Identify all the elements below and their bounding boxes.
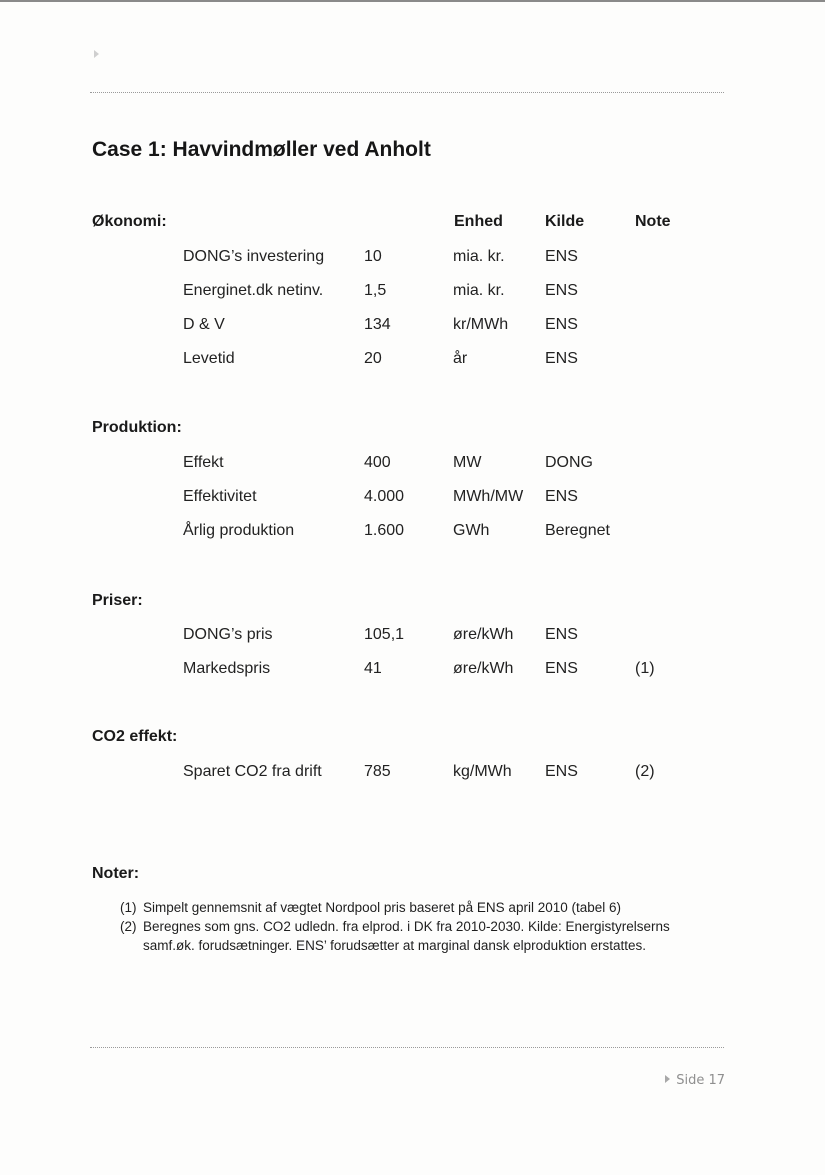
row-value: 1.600	[364, 522, 405, 539]
row-value: 41	[364, 660, 382, 677]
table-row	[0, 660, 825, 682]
row-label: Effekt	[183, 454, 224, 471]
header-divider	[90, 92, 724, 93]
page-title: Case 1: Havvindmøller ved Anholt	[92, 138, 431, 161]
row-value: 400	[364, 454, 391, 471]
row-source: ENS	[545, 248, 578, 265]
note-item	[120, 898, 720, 917]
row-source: ENS	[545, 660, 578, 677]
row-label: DONG’s investering	[183, 248, 325, 265]
row-unit: GWh	[453, 522, 490, 539]
table-row	[0, 522, 825, 544]
table-row	[0, 316, 825, 338]
table-row	[0, 248, 825, 270]
row-source: ENS	[545, 316, 578, 333]
page-number-label: Side 17	[676, 1073, 725, 1088]
row-value: 4.000	[364, 488, 405, 505]
row-value: 1,5	[364, 282, 387, 299]
table-row	[0, 282, 825, 304]
row-unit: øre/kWh	[453, 626, 514, 643]
row-value: 10	[364, 248, 382, 265]
row-label: Årlig produktion	[183, 522, 295, 539]
section-label-prices: Priser:	[92, 592, 143, 609]
row-value: 20	[364, 350, 382, 367]
row-unit: år	[453, 350, 468, 367]
table-row	[0, 488, 825, 510]
row-unit: MWh/MW	[453, 488, 524, 505]
note-item	[120, 917, 720, 955]
note-number: (2)	[120, 919, 137, 934]
notes-heading: Noter:	[92, 865, 140, 882]
row-label: DONG’s pris	[183, 626, 273, 643]
row-label: Markedspris	[183, 660, 271, 677]
row-source: DONG	[545, 454, 593, 471]
section-label-economy: Økonomi:	[92, 213, 167, 230]
column-header-source: Kilde	[545, 213, 585, 230]
row-value: 105,1	[364, 626, 405, 643]
section-label-production: Produktion:	[92, 419, 182, 436]
row-label: Sparet CO2 fra drift	[183, 763, 322, 780]
footer-divider	[90, 1047, 724, 1048]
table-row	[0, 763, 825, 785]
note-text: Simpelt gennemsnit af vægtet Nordpool pris baseret på ENS april 2010 (tabel 6)	[143, 900, 622, 915]
note-number: (1)	[120, 900, 137, 915]
column-header-note: Note	[635, 213, 671, 230]
note-text: Beregnes som gns. CO2 udledn. fra elprod. i DK fra 2010-2030. Kilde: Energistyrelserns samf.øk. forudsætninger. ENS’ forudsætter at marginal dansk elproduktion erstattes.	[143, 919, 670, 953]
section-label-co2: CO2 effekt:	[92, 728, 178, 745]
page-top-border	[0, 0, 825, 2]
row-unit: øre/kWh	[453, 660, 514, 677]
row-source: ENS	[545, 350, 578, 367]
row-unit: MW	[453, 454, 482, 471]
row-source: ENS	[545, 626, 578, 643]
table-row	[0, 626, 825, 648]
row-note: (2)	[635, 763, 655, 780]
header-arrow-icon	[94, 50, 99, 58]
page-number	[665, 1073, 725, 1088]
row-label: D & V	[183, 316, 225, 333]
row-source: ENS	[545, 488, 578, 505]
table-row	[0, 454, 825, 476]
row-source: Beregnet	[545, 522, 610, 539]
row-unit: mia. kr.	[453, 282, 505, 299]
row-source: ENS	[545, 282, 578, 299]
table-row	[0, 350, 825, 372]
row-unit: kr/MWh	[453, 316, 509, 333]
row-label: Levetid	[183, 350, 235, 367]
row-source: ENS	[545, 763, 578, 780]
row-value: 785	[364, 763, 391, 780]
row-label: Energinet.dk netinv.	[183, 282, 324, 299]
row-unit: kg/MWh	[453, 763, 512, 780]
row-value: 134	[364, 316, 391, 333]
row-unit: mia. kr.	[453, 248, 505, 265]
row-note: (1)	[635, 660, 655, 677]
column-header-unit: Enhed	[454, 213, 503, 230]
footer-arrow-icon	[665, 1075, 670, 1083]
row-label: Effektivitet	[183, 488, 257, 505]
